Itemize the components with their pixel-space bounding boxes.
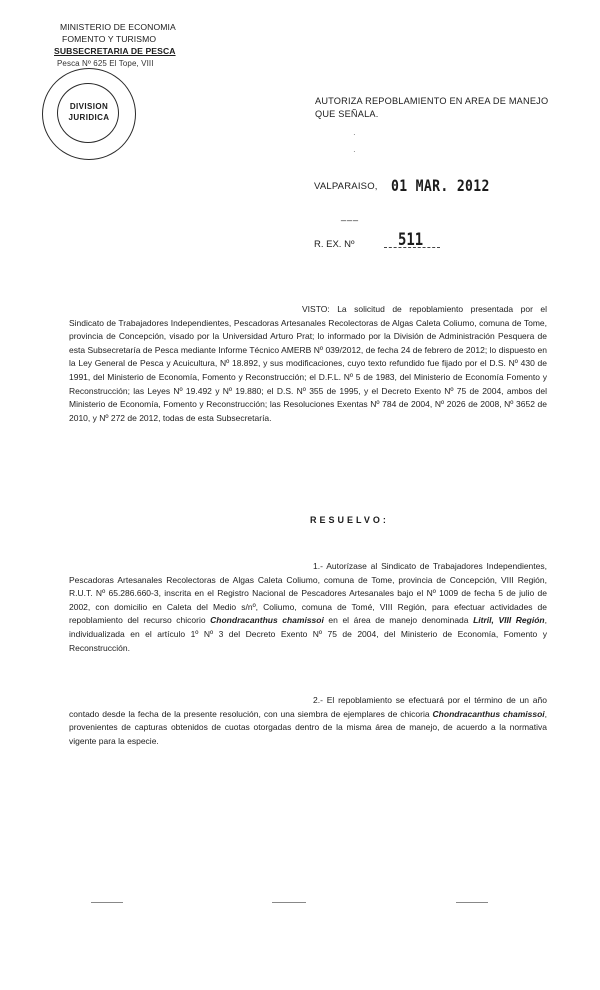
subject-line-1: AUTORIZA REPOBLAMIENTO EN AREA DE MANEJO [315, 96, 549, 106]
subject-line-2: QUE SEÑALA. [315, 109, 379, 119]
visto-text: La solicitud de repoblamiento presentada por el Sindicato de Trabajadores Independientes, Pescadoras Artesanales Recolectoras de Algas Caleta Coliumo, comuna de Tome, provincia de Concepción, visado por la Universidad Arturo Prat; lo informado por la División de Administración Pesquera de esta Subsecretaría de Pesca mediante Informe Técnico AMERB Nº 039/2012, de fecha 24 de febrero de 2012; lo dispuesto en la Ley General de Pesca y Acuicultura, Nº 18.892, y sus modificaciones, cuyo texto refundido fue fijado por el D.S. Nº 430 de 1991, del Ministerio de Economía, Fomento y Reconstrucción; el D.F.L. Nº 5 de 1983, del Ministerio de Economía Fomento y Reconstrucción; las Leyes Nº 19.492 y Nº 19.880; el D.S. Nº 355 de 1995, y el Decreto Exento Nº 75 de 2004, ambos del Ministerio de Economía, Fomento y Reconstrucción; las Resoluciones Exentas Nº 784 de 2004, Nº 2026 de 2008, Nº 3652 de 2010, y Nº 272 de 2012, todas de esta Subsecretaría. [69, 304, 547, 423]
margin-dot: · [353, 147, 356, 156]
resolution-date: 01 MAR. 2012 [391, 176, 490, 195]
visto-paragraph [69, 303, 547, 425]
resolution-item-2 [69, 694, 547, 748]
seal-line-juridica: JURIDICA [68, 113, 110, 122]
resuelvo-heading: RESUELVO: [310, 515, 389, 525]
footer-mark-center [272, 902, 306, 903]
item-1-text-b: en el área de manejo denominada [328, 615, 469, 626]
ministry-name: MINISTERIO DE ECONOMIA [60, 22, 176, 32]
place-label: VALPARAISO, [314, 181, 378, 192]
item-2-number: 2.- [313, 695, 323, 705]
rex-number: 511 [398, 230, 424, 250]
item-2-text-b: , provenientes de capturas obtenidos de cuotas otorgadas dentro de la misma área de manejo, de acuerdo a la normativa vigente para la especie. [69, 708, 547, 746]
seal-line-division: DIVISION [69, 102, 109, 111]
ministry-subtitle: FOMENTO Y TURISMO [62, 34, 157, 44]
item-1-number: 1.- [313, 561, 323, 571]
resolution-item-1 [69, 560, 547, 655]
address-line: Pesca Nº 625 El Tope, VIII [57, 59, 154, 68]
date-dash: ___ [341, 211, 360, 221]
juridica-seal [42, 68, 136, 160]
item-1-area: Litril, VIII Región [473, 615, 545, 626]
item-1-text-c: , individualizada en el artículo 1º Nº 3 del Decreto Exento Nº 75 de 2004, del Ministerio de Economía, Fomento y Reconstrucción. [69, 615, 547, 653]
item-2-text-a: El repoblamiento se efectuará por el término de un año contado desde la fecha de la presente resolución, con una siembra de ejemplares de chicoria [69, 695, 547, 719]
item-2-species: Chondracanthus chamissoi [432, 708, 545, 719]
subsecretaria-name: SUBSECRETARIA DE PESCA [54, 46, 176, 56]
item-1-species: Chondracanthus chamissoi [210, 615, 324, 626]
rex-label: R. EX. Nº [314, 239, 355, 250]
item-1-text-a: Autorízase al Sindicato de Trabajadores Independientes, Pescadoras Artesanales Recolectoras de Algas Caleta Coliumo, comuna de Tome, provincia de Concepción, VIII Región, R.U.T. Nº 65.286.660-3, inscrita en el Registro Nacional de Pescadores Artesanales bajo el Nº 1009 de fecha 5 de julio de 2002, con domicilio en Caleta del Medio s/nº, Coliumo, comuna de Tomé, VIII Región, para efectuar actividades de repoblamiento del recurso chicorio [69, 561, 547, 626]
visto-label: VISTO: [302, 304, 330, 314]
footer-mark-left [91, 902, 123, 903]
footer-mark-right [456, 902, 488, 903]
margin-dot: · [353, 130, 356, 139]
